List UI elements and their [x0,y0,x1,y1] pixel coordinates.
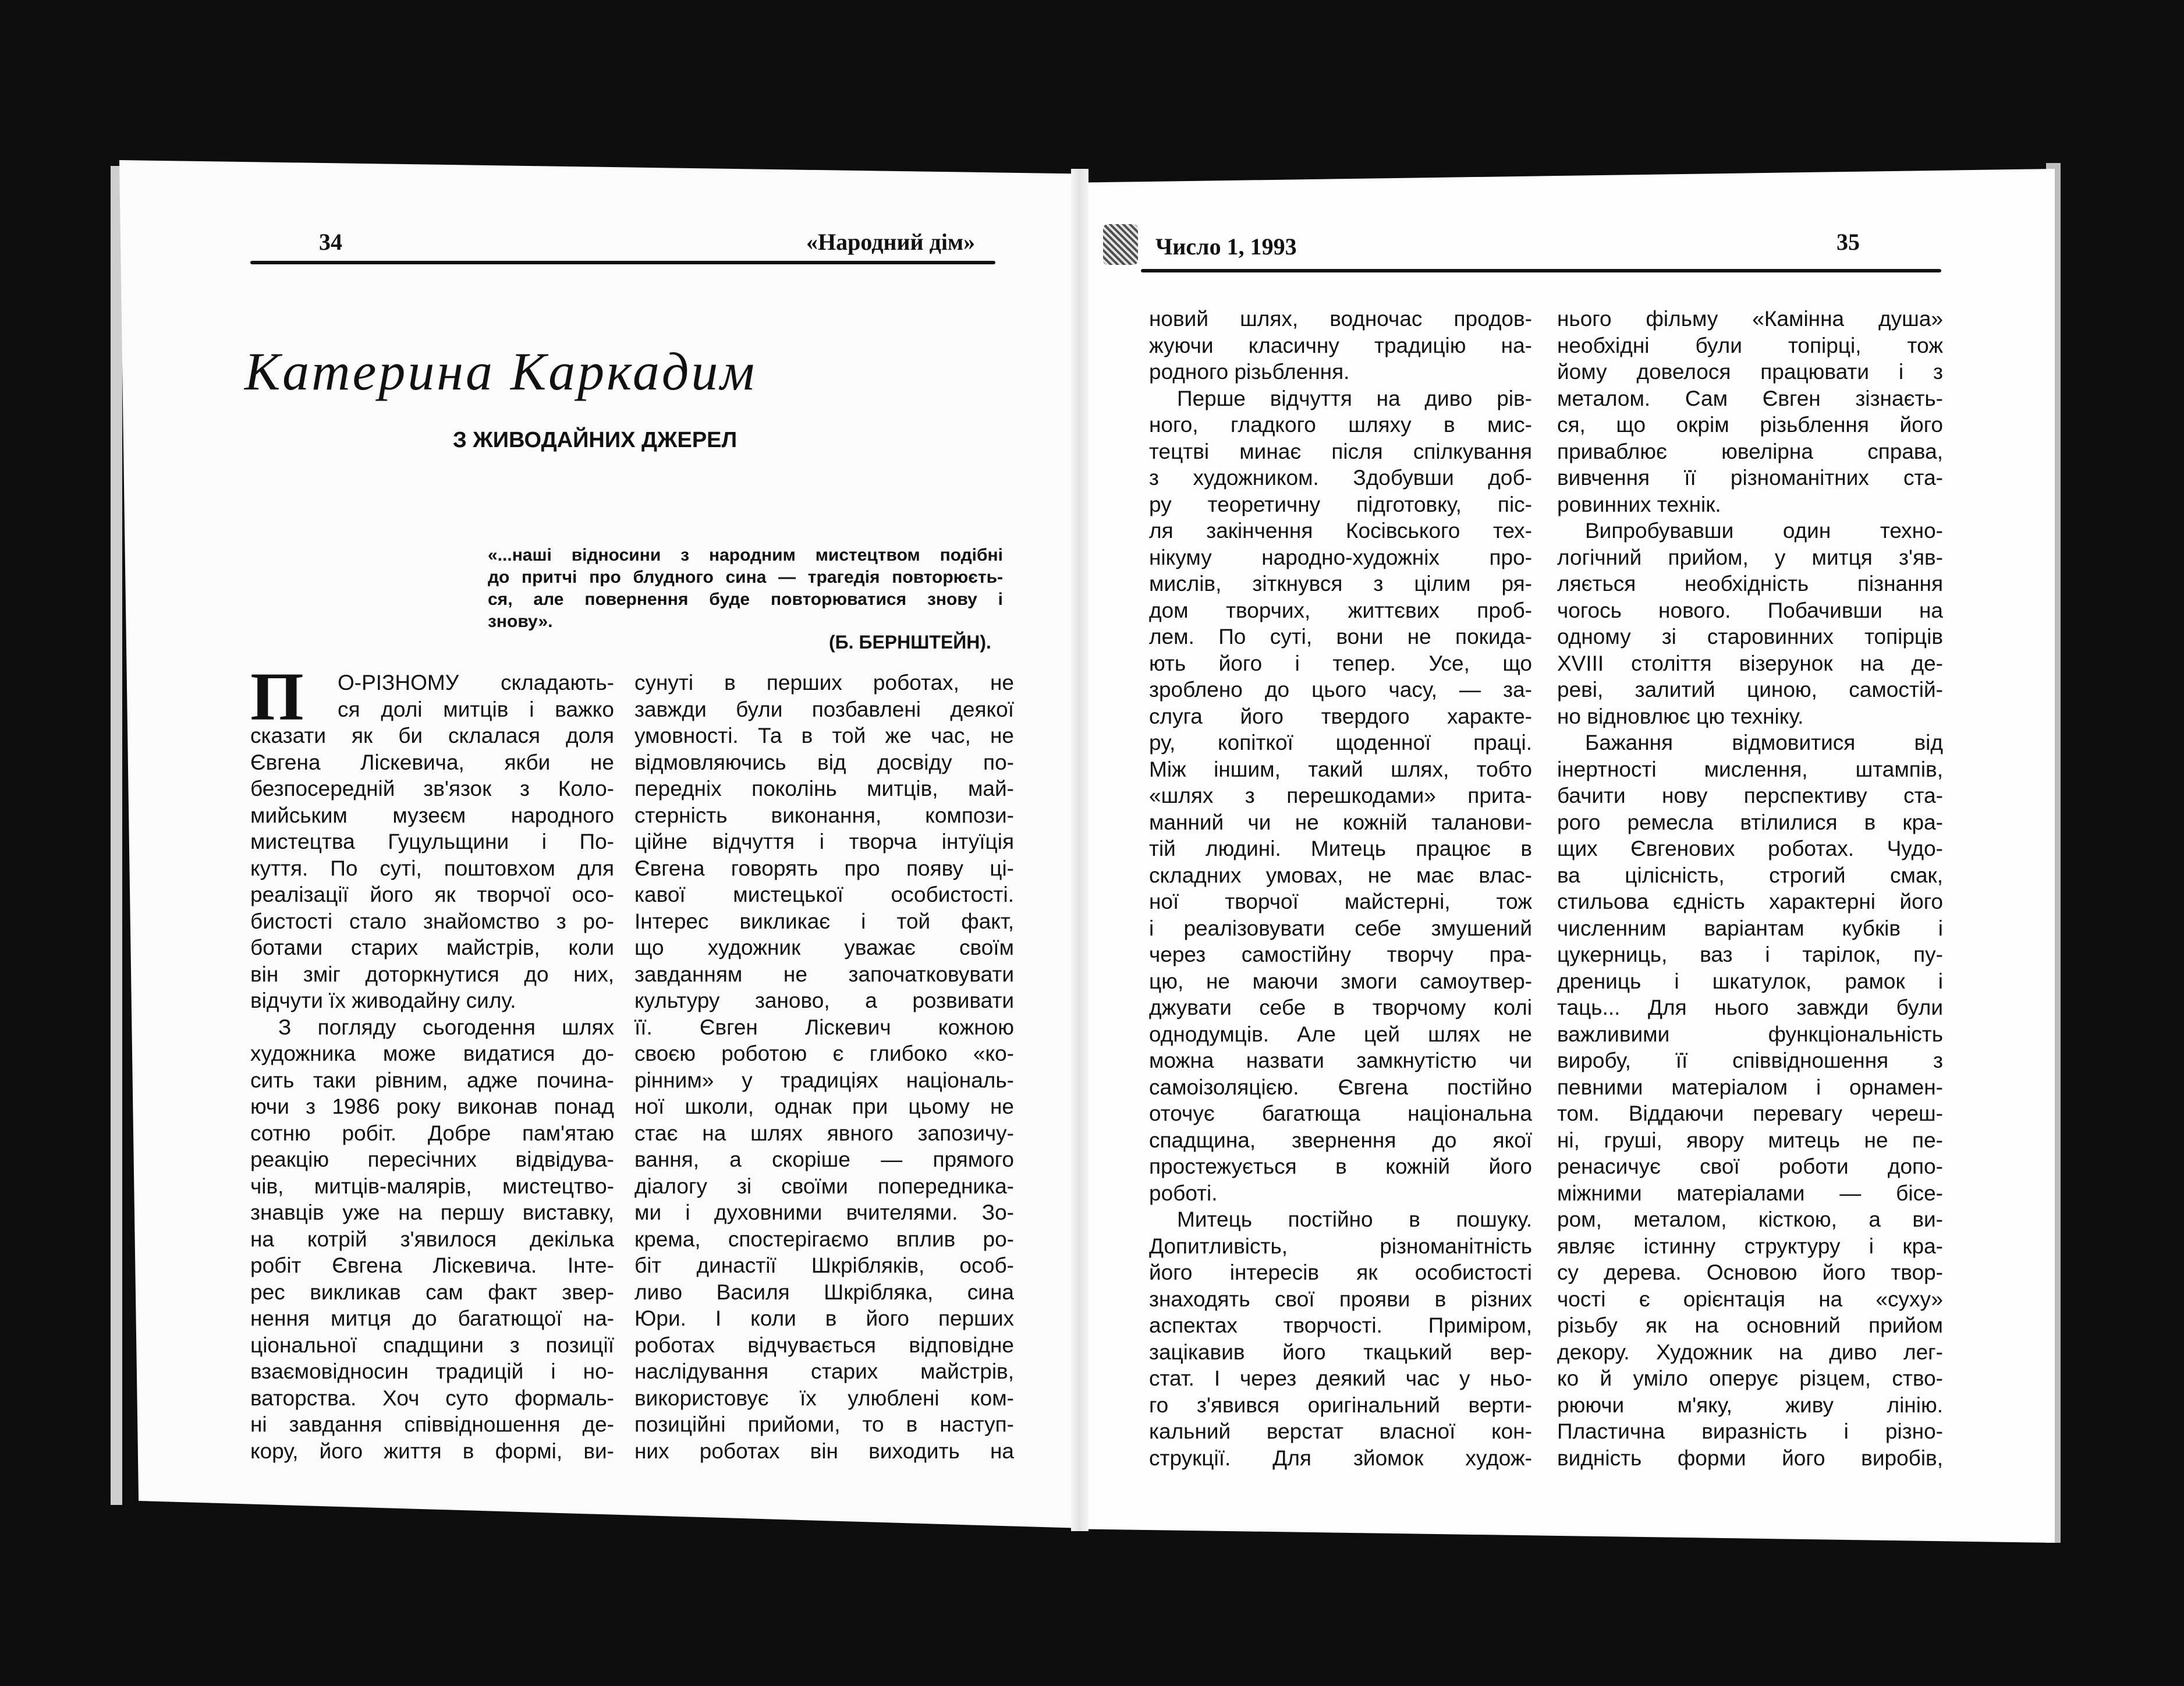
text-line: сить таки рівним, адже почина- [250,1068,614,1092]
text-line: Допитливість, різноманітність [1149,1234,1532,1258]
text-line: ру теоретичну підготовку, піс- [1149,492,1532,516]
page-number-right: 35 [1836,229,1860,255]
text-line: металом. Сам Євген зізнаєть- [1557,386,1943,410]
text-line: являє істинну структуру і кра- [1557,1234,1943,1258]
text-line: що художник уважає своїм [634,936,1014,959]
text-line: ні завдання співвідношення де- [250,1412,614,1436]
text-line: дрениць і шкатулок, рамок і [1557,969,1943,993]
text-line: позиційні прийоми, то в наступ- [634,1412,1014,1436]
text-line: стат. І через деякий час у ньо- [1149,1366,1532,1390]
text-line: Юри. І коли в його перших [634,1306,1014,1330]
text-line: крема, спостерігаємо вплив ро- [634,1227,1014,1251]
text-line: він зміг доторкнутися до них, [250,962,614,986]
text-line: рес викликав сам факт звер- [250,1280,614,1304]
text-line: мийським музеєм народного [250,803,614,827]
text-line: ля закінчення Косівського тех- [1149,519,1532,543]
text-line: аспектах творчості. Приміром, [1149,1313,1532,1337]
text-line: художника може видатися до- [250,1042,614,1065]
text-line: вання, а скоріше — прямого [634,1147,1014,1171]
text-line: можна назвати замкнутістю чи [1149,1049,1532,1072]
text-line: біт династії Шкрібляків, особ- [634,1253,1014,1277]
text-line: ні, груші, явору митець не пе- [1557,1128,1943,1152]
text-line: наслідування старих майстрів, [634,1359,1014,1383]
text-line: знавців уже на першу виставку, [250,1200,614,1224]
text-line: ного, гладкого шляху в мис- [1149,413,1532,437]
text-line: ренасичує свої роботи допо- [1557,1154,1943,1178]
text-line: важливими функціональність [1557,1022,1943,1046]
epigraph-line: знову». [488,612,553,631]
text-line: своєю роботою є глибоко «ко- [634,1042,1014,1065]
text-line: су дерева. Основою його твор- [1557,1260,1943,1284]
text-line: Інтерес викликає і той факт, [634,909,1014,933]
text-line: оточує багатюща національна [1149,1101,1532,1125]
text-line: ботами старих майстрів, коли [250,936,614,959]
epigraph-line: ся, але повернення буде повторюватися знову і [488,590,1003,609]
spine-gutter [1071,169,1089,1531]
text-line: видність форми його виробів, [1557,1446,1943,1470]
text-line: стильова єдність характерні його [1557,890,1943,913]
text-line: приваблює ювелірна справа, [1557,439,1943,463]
text-line: інертності мислення, штампів, [1557,757,1943,781]
text-line: новий шлях, водночас продов- [1149,307,1532,331]
text-line: необхідні були топірці, тож [1557,333,1943,357]
text-line: на котрій з'явилося декілька [250,1227,614,1251]
text-line: ровинних технік. [1557,492,1721,516]
text-line: безпосередній зв'язок з Коло- [250,777,614,801]
text-line: ся долі митців і важко [338,697,614,721]
text-line: спадщина, звернення до якої [1149,1128,1532,1152]
text-line: ся, що окрім різьблення його [1557,413,1943,437]
text-line: відчути їх живодайну силу. [250,989,516,1012]
text-line: нікуму народно-художніх про- [1149,545,1532,569]
text-line: відмовляючись від досвіду по- [634,750,1014,774]
text-line: ціональної спадщини з позиції [250,1333,614,1357]
text-line: роботах відчувається відповідне [634,1333,1014,1357]
text-line: лем. По суті, вони не покида- [1149,625,1532,649]
text-line: передніх поколінь митців, май- [634,777,1014,801]
text-line: Євгена говорять про появу ці- [634,856,1014,880]
text-line: струкції. Для зйомок худож- [1149,1446,1532,1470]
running-head-left: «Народний дім» [806,229,976,255]
text-line: рюючи м'яку, живу лінію. [1557,1393,1943,1417]
text-line: сказати як би склалася доля [250,724,614,748]
text-line: том. Віддаючи перевагу череш- [1557,1101,1943,1125]
text-line: Митець постійно в пошуку. [1177,1207,1532,1231]
text-line: одному зі старовинних топірців [1557,625,1943,649]
text-line: ва цілісність, строгий смак, [1557,863,1943,887]
text-line: йому довелося працювати і з [1557,360,1943,384]
text-line: родного різьблення. [1149,360,1350,384]
text-line: численним варіантам кубків і [1557,916,1943,940]
text-line: однодумців. Але цей шлях не [1149,1022,1532,1046]
text-line: дом творчих, життєвих проб- [1149,598,1532,622]
text-line: кору, його життя в формі, ви- [250,1439,614,1463]
page-stack-edge [111,166,122,1505]
text-line: цю, не маючи змоги самоутвер- [1149,969,1532,993]
text-line: мистецтва Гуцульщини і По- [250,830,614,853]
text-line: них роботах він виходить на [634,1439,1014,1463]
text-line: різьбу як на основний прийом [1557,1313,1943,1337]
text-line: бачити нову перспективу ста- [1557,784,1943,807]
text-line: через самостійну творчу пра- [1149,943,1532,966]
text-line: ваторства. Хоч суто формаль- [250,1386,614,1410]
left-column-2 [634,670,1014,1464]
text-line: простежується в кожній його [1149,1154,1532,1178]
text-line: складних умовах, не має влас- [1149,863,1532,887]
text-line: но відновлює цю техніку. [1557,704,1804,728]
text-line: Між іншим, такий шлях, тобто [1149,757,1532,781]
running-head-right: Число 1, 1993 [1155,233,1297,260]
text-line: жуючи класичну традицію на- [1149,333,1532,357]
text-line: зацікавив його ткацький вер- [1149,1340,1532,1364]
text-line: використовує їх улюблені ком- [634,1386,1014,1410]
text-line: ми і духовними вчителями. Зо- [634,1200,1014,1224]
text-line: завжди були позбавлені деякої [634,697,1014,721]
text-line: ру, копіткої щоденної праці. [1149,731,1532,755]
text-line: XVIII століття візерунок на де- [1557,651,1943,675]
text-line: «шлях з перешкодами» прита- [1149,784,1532,807]
text-line: сунуті в перших роботах, не [634,671,1014,695]
text-line: певними матеріалом і орнамен- [1557,1075,1943,1099]
text-line: нього фільму «Камінна душа» [1557,307,1943,331]
text-line: взаємовідносин традицій і но- [250,1359,614,1383]
right-column-1 [1149,306,1532,1471]
text-line: слуга його твердого характе- [1149,704,1532,728]
text-line: логічний прийом, у митця з'яв- [1557,545,1943,569]
text-line: го з'явився оригінальний верти- [1149,1393,1532,1417]
text-line: рінним» у традиціях національ- [634,1068,1014,1092]
text-line: самоізоляцією. Євгена постійно [1149,1075,1532,1099]
text-line: ної школи, однак при цьому не [634,1095,1014,1118]
text-line: знаходять свої прояви в різних [1149,1287,1532,1311]
ornament-icon [1103,224,1138,265]
text-line: реалізації його як творчої осо- [250,883,614,906]
text-line: Бажання відмовитися від [1585,731,1943,755]
epigraph [488,544,1003,633]
text-line: Випробувавши один техно- [1585,519,1943,543]
page-number-left: 34 [319,229,342,255]
text-line: джувати себе в творчому колі [1149,996,1532,1019]
text-line: кальний верстат власної кон- [1149,1419,1532,1443]
article-title: З ЖИВОДАЙНИХ ДЖЕРЕЛ [453,428,738,452]
text-line: нення митця до багатющої на- [250,1306,614,1330]
text-line: куття. По суті, поштовхом для [250,856,614,880]
text-line: ючи з 1986 року виконав понад [250,1095,614,1118]
text-line: рого ремесла втілилися в кра- [1557,810,1943,834]
author-name: Катерина Каркадим [244,342,757,401]
text-line: ної творчої майстерні, тож [1149,890,1532,913]
epigraph-line: до притчі про блудного сина — трагедія повторюєть- [488,568,1003,587]
text-line: таць... Для нього завжди були [1557,996,1943,1019]
text-line: ром, металом, кісткою, а ви- [1557,1207,1943,1231]
epigraph-line: «...наші відносини з народним мистецтвом подібні [488,546,1003,565]
text-line: ційне відчуття і творча інтуїція [634,830,1014,853]
text-line: його інтересів як особистості [1149,1260,1532,1284]
text-line: і реалізовувати себе змушений [1149,916,1532,940]
text-line: Євгена Ліскевича, якби не [250,750,614,774]
text-line: Пластична виразність і різно- [1557,1419,1943,1443]
text-line: з художником. Здобувши доб- [1149,466,1532,490]
text-line: бистості стало знайомство з ро- [250,909,614,933]
epigraph-attribution: (Б. БЕРНШТЕЙН). [829,632,991,653]
text-line: чості є орієнтація на «суху» [1557,1287,1943,1311]
text-line: тецтві минає після спілкування [1149,439,1532,463]
text-line: реакцію пересічних відвідува- [250,1147,614,1171]
text-line: стає на шлях явного запозичу- [634,1121,1014,1145]
text-line: Перше відчуття на диво рів- [1177,386,1532,410]
text-line: її. Євген Ліскевич кожною [634,1015,1014,1039]
text-line: чогось нового. Побачивши на [1557,598,1943,622]
left-column-1 [250,658,614,1464]
text-line: стерність виконання, компози- [634,803,1014,827]
text-line: завданням не започатковувати [634,962,1014,986]
text-line: зроблено до цього часу, — за- [1149,678,1532,702]
right-column-2 [1557,306,1943,1471]
text-line: ливо Василя Шкрібляка, сина [634,1280,1014,1304]
text-line: роботі. [1149,1181,1218,1205]
text-line: тій людині. Митець працює в [1149,837,1532,860]
text-line: міжними матеріалами — бісе- [1557,1181,1943,1205]
text-line: ють його і тепер. Усе, що [1149,651,1532,675]
text-line: реві, залитий циною, самостій- [1557,678,1943,702]
text-line: кавої мистецької особистості. [634,883,1014,906]
text-line: О-РІЗНОМУ складають- [338,671,614,695]
text-line: виробу, її співвідношення з [1557,1049,1943,1072]
text-line: мислів, зіткнувся з цілим ря- [1149,572,1532,596]
text-line: культуру заново, а розвивати [634,989,1014,1012]
header-rule-left [250,261,995,264]
text-line: ляється необхідність пізнання [1557,572,1943,596]
text-line: щих Євгенових роботах. Чудо- [1557,837,1943,860]
text-line: умовності. Та в той же час, не [634,724,1014,748]
text-line: сотню робіт. Добре пам'ятаю [250,1121,614,1145]
text-line: вивчення її різноманітних ста- [1557,466,1943,490]
text-line: робіт Євгена Ліскевича. Інте- [250,1253,614,1277]
drop-cap: П [250,658,304,735]
text-line: манний чи не кожній таланови- [1149,810,1532,834]
text-line: діалогу зі своїми попередника- [634,1174,1014,1198]
text-line: декору. Художник на диво лег- [1557,1340,1943,1364]
text-line: З погляду сьогодення шлях [278,1015,614,1039]
text-line: ко й уміло оперує різцем, ство- [1557,1366,1943,1390]
header-rule-right [1141,269,1941,272]
text-line: цукерниць, ваз і тарілок, пу- [1557,943,1943,966]
text-line: чів, митців-малярів, мистецтво- [250,1174,614,1198]
